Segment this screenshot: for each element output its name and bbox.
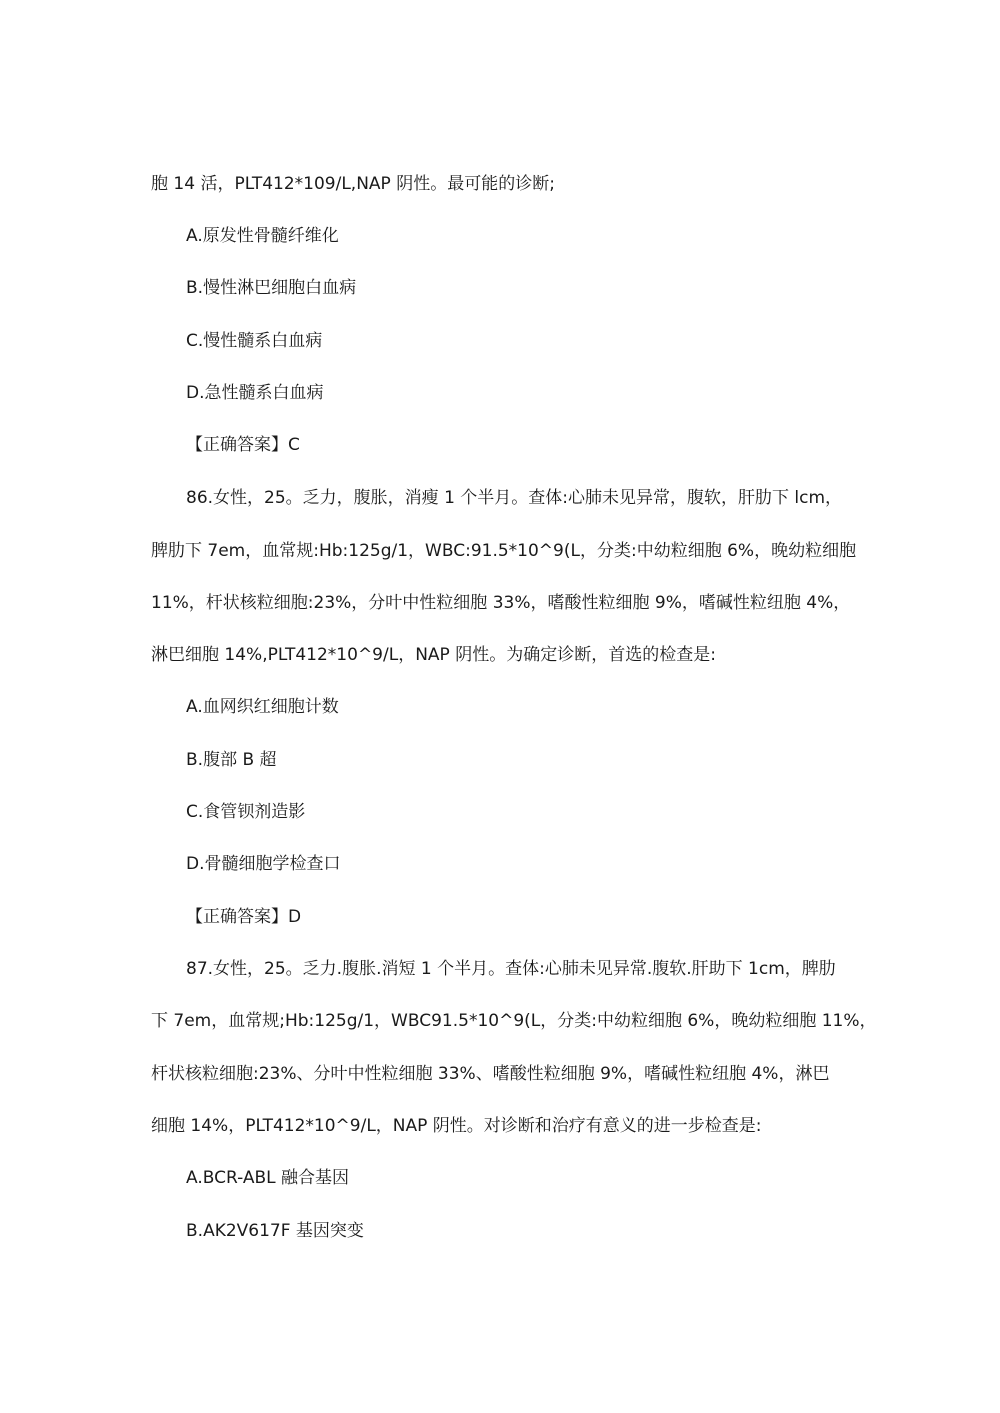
correct-answer: 【正确答案】C: [186, 435, 300, 455]
question-text-line: 86.女性，25。乏力，腹胀，消瘦 1 个半月。查体:心肺未见异常，腹软，肝肋下 lcm，: [186, 488, 843, 508]
answer-option: B.慢性淋巴细胞白血病: [186, 278, 357, 298]
answer-option: D.骨髓细胞学检查口: [186, 854, 341, 874]
question-text-line: 87.女性，25。乏力.腹胀.消短 1 个半月。查体:心肺未见异常.腹软.肝助下 1cm，脾肋: [186, 959, 836, 979]
answer-option: D.急性髓系白血病: [186, 383, 324, 403]
question-text-line: 下 7em，血常规;Hb:125g/1，WBC91.5*10^9(L，分类:中幼粒细胞 6%，晚幼粒细胞 11%，: [151, 1011, 877, 1031]
answer-option: A.BCR-ABL 融合基因: [186, 1168, 350, 1188]
question-text-line: 胞 14 活，PLT412*109/L,NAP 阴性。最可能的诊断;: [151, 174, 555, 194]
answer-option: A.血网织红细胞计数: [186, 697, 339, 717]
answer-option: B.AK2V617F 基因突变: [186, 1221, 364, 1241]
answer-option: B.腹部 B 超: [186, 750, 277, 770]
question-text-line: 淋巴细胞 14%,PLT412*10^9/L，NAP 阴性。为确定诊断，首选的检查是:: [151, 645, 716, 665]
question-text-line: 脾肋下 7em，血常规:Hb:125g/1，WBC:91.5*10^9(L，分类:中幼粒细胞 6%，晚幼粒细胞: [151, 541, 857, 561]
question-text-line: 11%，杆状核粒细胞:23%，分叶中性粒细胞 33%，嗜酸性粒细胞 9%，嗜碱性粒纽胞 4%，: [151, 593, 851, 613]
question-text-line: 细胞 14%，PLT412*10^9/L，NAP 阴性。对诊断和治疗有意义的进一步检查是:: [151, 1116, 762, 1136]
correct-answer: 【正确答案】D: [186, 907, 302, 927]
answer-option: C.食管钡剂造影: [186, 802, 306, 822]
answer-option: A.原发性骨髓纤维化: [186, 226, 339, 246]
answer-option: C.慢性髓系白血病: [186, 331, 323, 351]
question-text-line: 杆状核粒细胞:23%、分叶中性粒细胞 33%、嗜酸性粒细胞 9%，嗜碱性粒纽胞 4%，淋巴: [151, 1064, 830, 1084]
